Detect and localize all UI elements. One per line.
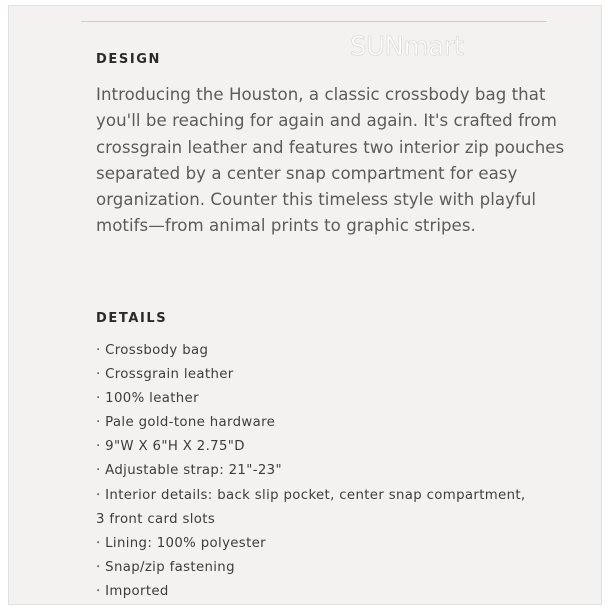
details-item: · Interior details: back slip pocket, center snap compartment, 3 front card slots [96,487,526,527]
details-item: · Adjustable strap: 21"-23" [96,463,282,479]
details-item: · Pale gold-tone hardware [96,415,276,431]
details-list [96,339,536,604]
details-item: · Crossgrain leather [96,367,234,383]
store-watermark: SUNmart [350,32,464,62]
details-item: · 9"W X 6"H X 2.75"D [96,439,245,455]
design-heading: DESIGN [96,52,162,67]
top-divider [81,21,547,22]
details-item: · Imported [96,583,169,599]
details-item: · Lining: 100% polyester [96,535,267,551]
details-item: · 100% leather [96,391,199,407]
details-item: · Snap/zip fastening [96,559,235,575]
design-description: Introducing the Houston, a classic crossbody bag that you'll be reaching for again and again. It's crafted from crossgrain leather and features two interior zip pouches separated by a center snap compartment for easy organization. Counter this timeless style with playful motifs—from animal prints to graphic stripes. [96,85,565,236]
product-description-panel [8,5,602,605]
details-heading: DETAILS [96,311,168,326]
details-item: · Crossbody bag [96,343,209,358]
